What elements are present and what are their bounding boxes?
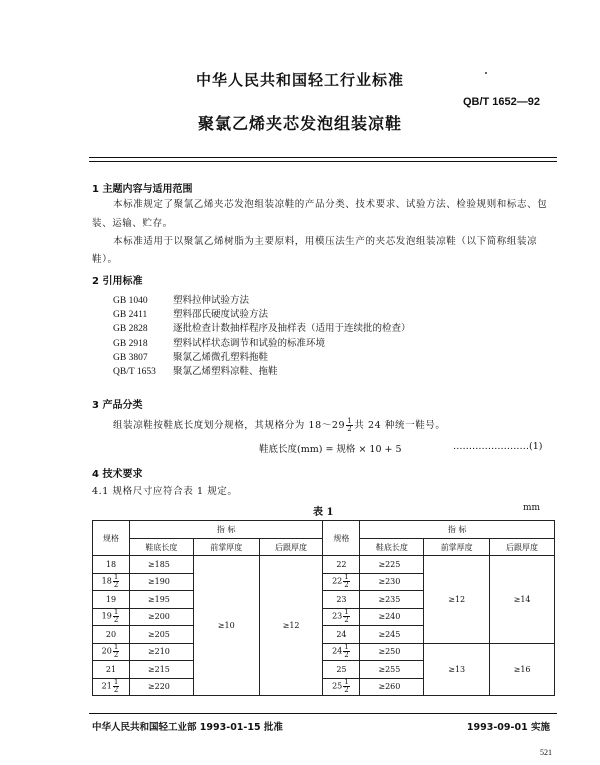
footer-rule [89, 713, 557, 714]
header-rule-thin [89, 161, 557, 162]
col-length-header: 鞋底长度 [129, 539, 193, 556]
half-fraction [113, 679, 119, 694]
sole-length-cell: ≥210 [129, 643, 193, 661]
fraction-denominator: 2 [344, 616, 349, 625]
fraction-numerator: 1 [344, 608, 349, 617]
spec-size-int: 23 [332, 611, 343, 621]
sole-length-cell: ≥235 [360, 591, 424, 609]
standard-ref-item [113, 351, 411, 365]
standard-ref-item [113, 365, 411, 379]
standard-code: QB/T 1652—92 [462, 96, 540, 108]
section-2-heading: 2 引用标准 [92, 276, 143, 287]
spec-size-cell [93, 643, 130, 661]
front-thickness-cell: ≥10 [193, 556, 259, 696]
sole-length-cell: ≥215 [129, 661, 193, 679]
spec-size-int: 19 [101, 611, 112, 621]
col-length-header: 鞋底长度 [360, 539, 424, 556]
table-unit: mm [523, 503, 541, 513]
table-header-row [93, 521, 555, 539]
fraction-numerator: 1 [344, 678, 349, 687]
front-thickness-cell: ≥12 [424, 556, 490, 644]
standard-ref-name: 塑料邵氏硬度试验方法 [173, 309, 269, 321]
section-3-sizes-line [113, 416, 446, 436]
section-4-1-text: 4.1 规格尺寸应符合表 1 规定。 [92, 486, 238, 497]
col-spec-header: 规格 [323, 521, 360, 556]
section-1-para-1b: 装、运输、贮存。 [92, 218, 173, 229]
standard-ref-name: 逐批检查计数抽样程序及抽样表（适用于连续批的检查） [173, 323, 411, 335]
half-fraction [113, 644, 119, 659]
spec-size-cell [93, 608, 130, 626]
spec-size-int: 22 [332, 576, 343, 586]
spec-size-cell [323, 643, 360, 661]
half-fraction [343, 574, 349, 589]
col-spec-header: 规格 [93, 521, 130, 556]
sole-length-cell: ≥185 [129, 556, 193, 574]
fraction-denominator: 2 [347, 425, 353, 433]
standard-ref-code: GB 2828 [113, 324, 148, 335]
spec-size-cell [93, 661, 130, 679]
spec-size-cell [93, 678, 130, 696]
sizes-text-b: 共 24 种统一鞋号。 [354, 420, 446, 431]
sole-length-cell: ≥195 [129, 591, 193, 609]
sole-length-cell: ≥245 [360, 626, 424, 644]
section-1-para-2b: 鞋）。 [92, 254, 118, 265]
standard-ref-item [113, 322, 411, 336]
fraction-numerator: 1 [113, 678, 119, 687]
spec-size-cell [323, 661, 360, 679]
spec-size-cell [323, 678, 360, 696]
header-rule-thick [89, 157, 557, 158]
fraction-denominator: 2 [344, 686, 349, 695]
standard-ref-item [113, 337, 411, 351]
standard-ref-item [113, 294, 411, 308]
half-fraction [346, 418, 353, 433]
fraction-numerator: 1 [113, 573, 119, 582]
front-thickness-cell: ≥13 [424, 643, 490, 696]
standard-ref-code: GB 3807 [113, 352, 148, 363]
fraction-denominator: 2 [344, 651, 349, 660]
spec-size-cell [323, 591, 360, 609]
heel-thickness-cell: ≥16 [490, 643, 555, 696]
sole-length-cell: ≥260 [360, 678, 424, 696]
heel-thickness-cell: ≥12 [259, 556, 323, 696]
spec-size-int: 21 [105, 664, 117, 674]
standard-ref-code: GB 1040 [113, 296, 148, 306]
effective-date: 1993-09-01 实施 [466, 722, 550, 733]
sole-length-cell: ≥255 [360, 661, 424, 679]
col-front-header: 前掌厚度 [424, 539, 490, 556]
standard-ref-item [113, 308, 411, 322]
spec-size-int: 20 [105, 629, 117, 639]
half-fraction [113, 609, 119, 624]
sole-length-cell: ≥200 [129, 608, 193, 626]
fraction-denominator: 2 [344, 581, 349, 590]
half-fraction [343, 609, 349, 624]
spec-size-int: 23 [336, 594, 347, 604]
fraction-denominator: 2 [113, 651, 119, 660]
sole-length-cell: ≥240 [360, 608, 424, 626]
sole-length-formula: 鞋底长度(mm) = 规格 × 10 + 5 [259, 444, 402, 455]
spec-size-cell [323, 626, 360, 644]
fraction-numerator: 1 [344, 573, 349, 582]
size-spec-table [92, 520, 555, 696]
spec-size-int: 18 [105, 559, 117, 569]
spec-size-cell [93, 591, 130, 609]
col-group-header: 指 标 [129, 521, 323, 539]
sole-length-cell: ≥220 [129, 678, 193, 696]
fraction-denominator: 2 [113, 616, 119, 625]
referenced-standards-list [113, 294, 411, 379]
section-1-heading: 1 主题内容与适用范围 [92, 184, 193, 195]
section-4-heading: 4 技术要求 [92, 469, 143, 480]
table-body [93, 556, 555, 696]
formula-number: ……………………(1) [453, 441, 543, 452]
half-fraction [343, 679, 349, 694]
fraction-numerator: 1 [113, 608, 119, 617]
spec-size-cell [323, 608, 360, 626]
sole-length-cell: ≥205 [129, 626, 193, 644]
spec-size-cell [323, 556, 360, 574]
standard-ref-code: GB 2411 [113, 310, 148, 321]
spec-size-cell [323, 573, 360, 591]
spec-size-int: 24 [332, 646, 343, 656]
sole-length-cell: ≥250 [360, 643, 424, 661]
sole-length-cell: ≥230 [360, 573, 424, 591]
fraction-denominator: 2 [113, 686, 119, 695]
col-heel-header: 后跟厚度 [490, 539, 555, 556]
spec-size-int: 20 [101, 646, 112, 656]
spec-size-cell [93, 556, 130, 574]
spec-size-cell [93, 626, 130, 644]
section-1-para-2a: 本标准适用于以聚氯乙烯树脂为主要原料，用模压法生产的夹芯发泡组装凉鞋（以下简称组装凉 [113, 236, 538, 247]
standard-ref-name: 塑料试样状态调节和试验的标准环境 [173, 337, 326, 349]
standard-ref-name: 聚氯乙烯塑料凉鞋、拖鞋 [173, 366, 278, 378]
spec-size-int: 18 [101, 576, 112, 586]
heel-thickness-cell: ≥14 [490, 556, 555, 644]
half-fraction [113, 574, 119, 589]
table-caption: 表 1 [313, 507, 334, 518]
standard-ref-name: 塑料拉伸试验方法 [173, 295, 250, 306]
fraction-numerator: 1 [347, 417, 353, 425]
section-1-para-1a: 本标准规定了聚氯乙烯夹芯发泡组装凉鞋的产品分类、技术要求、试验方法、检验规则和标志、包 [113, 199, 548, 210]
spec-size-int: 21 [101, 681, 112, 691]
spec-size-int: 25 [332, 681, 343, 691]
page-number: 521 [540, 748, 552, 757]
fraction-numerator: 1 [344, 643, 349, 652]
half-fraction [343, 644, 349, 659]
section-3-heading: 3 产品分类 [92, 400, 143, 411]
standard-ref-code: QB/T 1653 [113, 367, 156, 378]
sole-length-cell: ≥190 [129, 573, 193, 591]
document-title: 聚氯乙烯夹芯发泡组装凉鞋 [197, 114, 402, 133]
standard-ref-code: GB 2918 [113, 338, 148, 349]
fraction-denominator: 2 [113, 581, 119, 590]
col-group-header: 指 标 [360, 521, 555, 539]
standard-org-heading: 中华人民共和国轻工行业标准 [195, 71, 404, 89]
table-row [93, 643, 555, 661]
fraction-numerator: 1 [113, 643, 119, 652]
sizes-text-a: 组装凉鞋按鞋底长度划分规格，其规格分为 18～29 [113, 420, 346, 431]
col-heel-header: 后跟厚度 [259, 539, 323, 556]
col-front-header: 前掌厚度 [193, 539, 259, 556]
spec-size-int: 24 [336, 629, 347, 639]
spec-size-int: 25 [336, 664, 347, 674]
spec-size-int: 19 [105, 594, 117, 604]
table-row [93, 556, 555, 574]
spec-size-cell [93, 573, 130, 591]
approval-note: 中华人民共和国轻工业部 1993-01-15 批准 [92, 722, 283, 733]
sole-length-cell: ≥225 [360, 556, 424, 574]
standard-ref-name: 聚氯乙烯微孔塑料拖鞋 [173, 351, 269, 363]
spec-size-int: 22 [336, 559, 347, 569]
